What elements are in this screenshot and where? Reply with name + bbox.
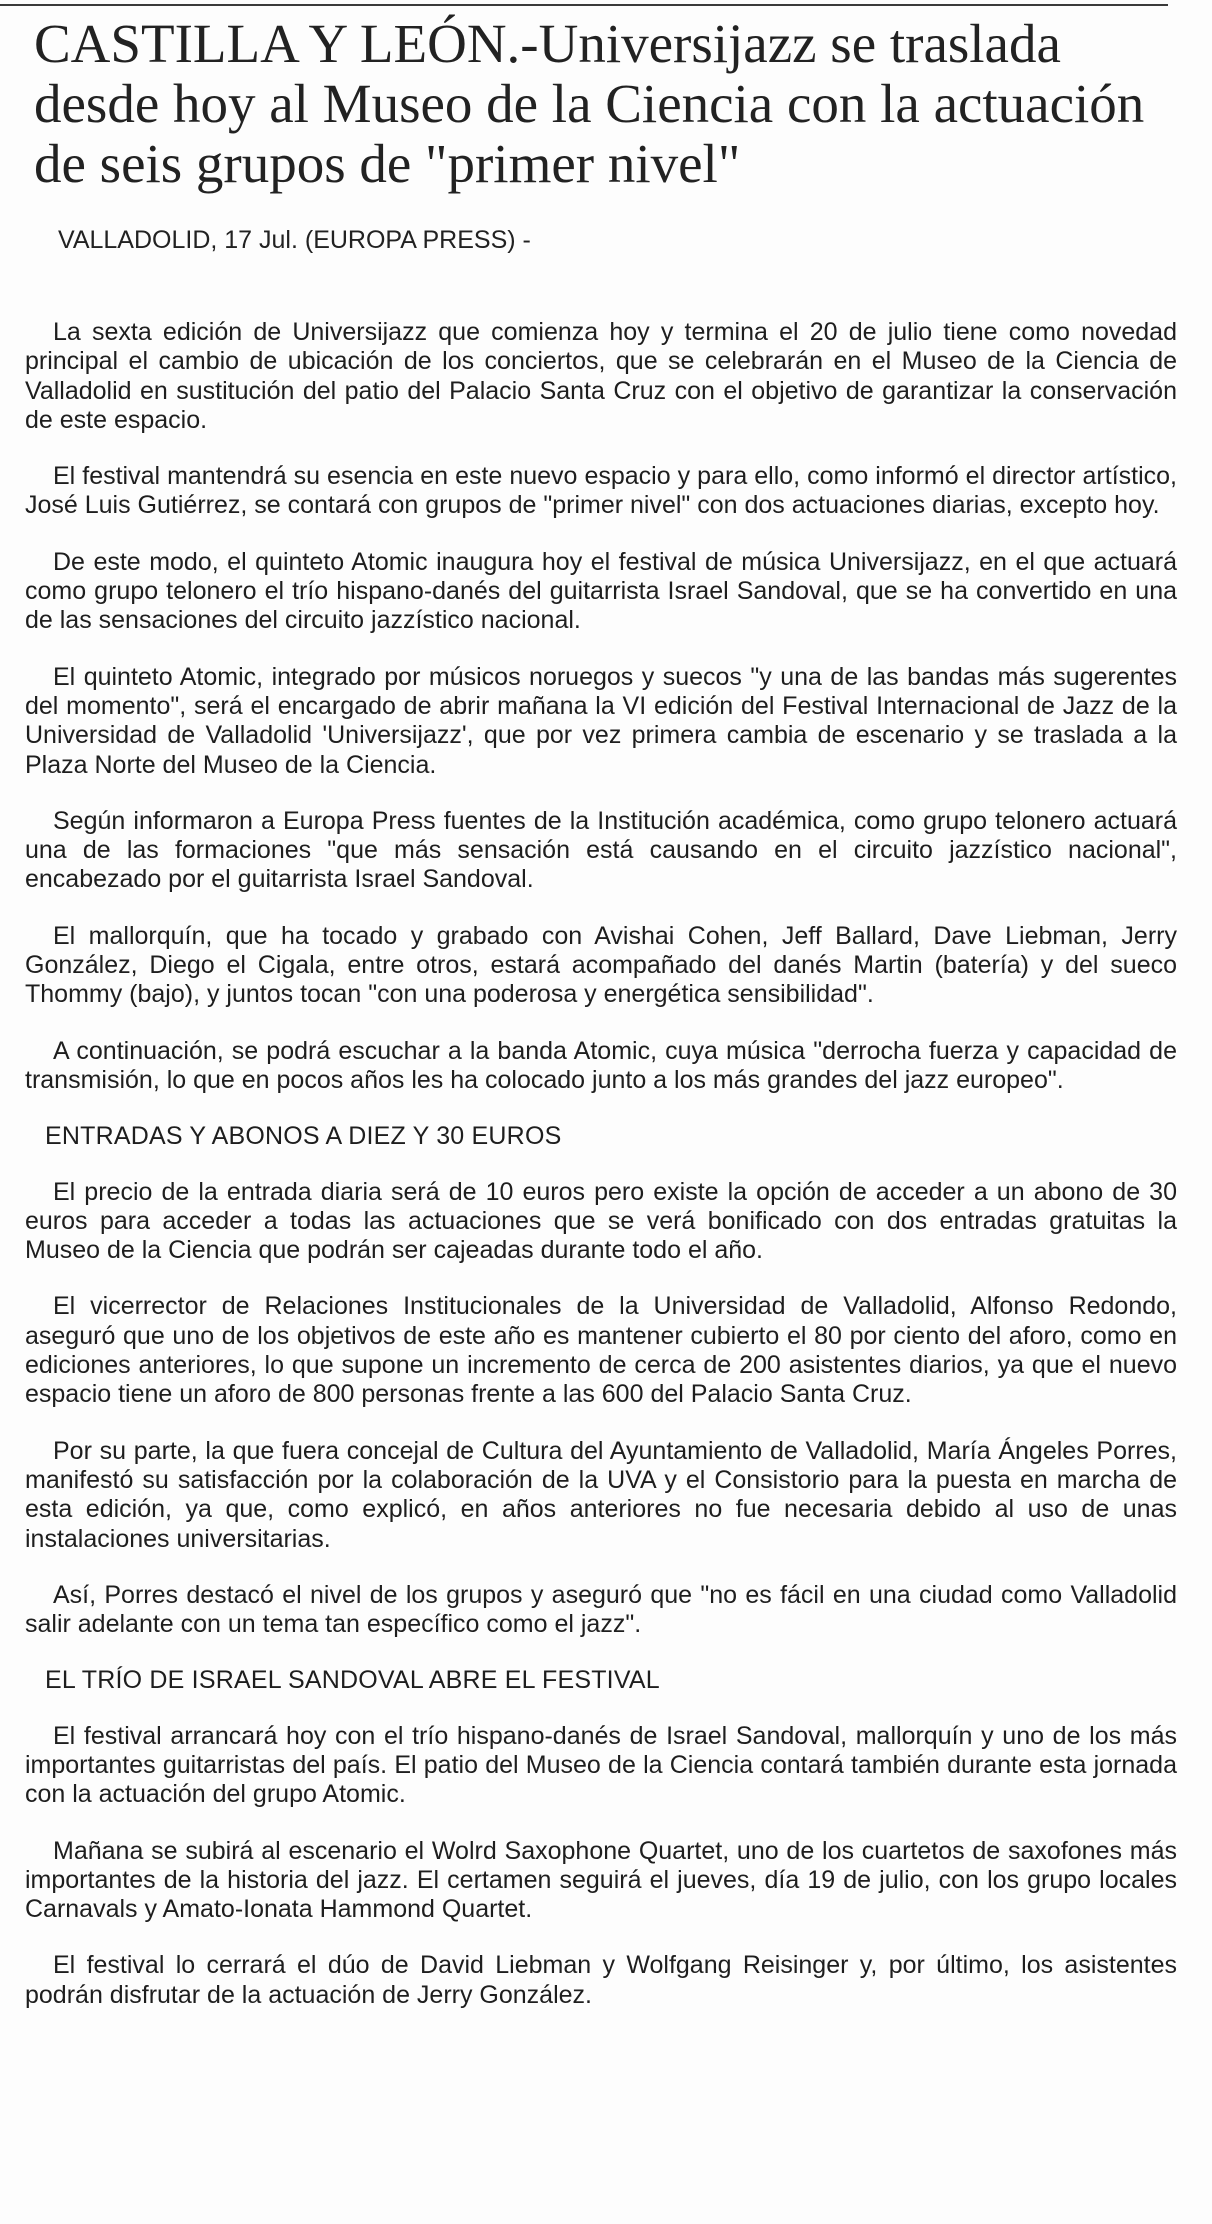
paragraph: El mallorquín, que ha tocado y grabado con Avishai Cohen, Jeff Ballard, Dave Liebman, Jerry González, Diego el Cigala, entre otros, estará acompañado del danés Martin (batería) y del sueco Thommy (bajo), y juntos tocan "con una poderosa y energética sensibilidad". [25,921,1177,1009]
paragraph: El quinteto Atomic, integrado por músicos noruegos y suecos "y una de las bandas más sugerentes del momento", será el encargado de abrir mañana la VI edición del Festival Internacional de Jazz de la Universidad de Valladolid 'Universijazz', que por vez primera cambia de escenario y se traslada a la Plaza Norte del Museo de la Ciencia. [25,662,1177,779]
paragraph: La sexta edición de Universijazz que comienza hoy y termina el 20 de julio tiene como novedad principal el cambio de ubicación de los conciertos, que se celebrarán en el Museo de la Ciencia de Valladolid en sustitución del patio del Palacio Santa Cruz con el objetivo de garantizar la conservación de este espacio. [25,318,1177,434]
dateline: VALLADOLID, 17 Jul. (EUROPA PRESS) - [58,226,531,254]
paragraph: El festival lo cerrará el dúo de David Liebman y Wolfgang Reisinger y, por último, los asistentes podrán disfrutar de la actuación de Jerry González. [25,1951,1177,2009]
paragraph: A continuación, se podrá escuchar a la banda Atomic, cuya música "derrocha fuerza y capacidad de transmisión, lo que en pocos años les ha colocado junto a los más grandes del jazz europeo". [25,1036,1177,1094]
paragraph: Según informaron a Europa Press fuentes de la Institución académica, como grupo telonero actuará una de las formaciones "que más sensación está causando en el circuito jazzístico nacional", encabezado por el guitarrista Israel Sandoval. [25,806,1177,894]
subhead-sandoval: EL TRÍO DE ISRAEL SANDOVAL ABRE EL FESTIVAL [45,1666,660,1695]
article-body [25,318,1177,2037]
paragraph: Por su parte, la que fuera concejal de Cultura del Ayuntamiento de Valladolid, María Ángeles Porres, manifestó su satisfacción por la colaboración de la UVA y el Consistorio para la puesta en marcha de esta edición, ya que, como explicó, en años anteriores no fue necesaria debido al uso de unas instalaciones universitarias. [25,1436,1177,1553]
paragraph: De este modo, el quinteto Atomic inaugura hoy el festival de música Universijazz, en el que actuará como grupo telonero el trío hispano-danés del guitarrista Israel Sandoval, que se ha convertido en una de las sensaciones del circuito jazzístico nacional. [25,547,1177,635]
paragraph: El festival arrancará hoy con el trío hispano-danés de Israel Sandoval, mallorquín y uno de los más importantes guitarristas del país. El patio del Museo de la Ciencia contará también durante esta jornada con la actuación del grupo Atomic. [25,1721,1177,1809]
top-rule [0,4,1168,6]
paragraph: El festival mantendrá su esencia en este nuevo espacio y para ello, como informó el director artístico, José Luis Gutiérrez, se contará con grupos de "primer nivel" con dos actuaciones diarias, excepto hoy. [25,462,1177,520]
subhead-tickets: ENTRADAS Y ABONOS A DIEZ Y 30 EUROS [45,1122,562,1151]
headline: CASTILLA Y LEÓN.-Universijazz se traslada desde hoy al Museo de la Ciencia con la actuación de seis grupos de "primer nivel" [34,13,1145,194]
paragraph: El vicerrector de Relaciones Institucionales de la Universidad de Valladolid, Alfonso Redondo, aseguró que uno de los objetivos de este año es mantener cubierto el 80 por ciento del aforo, como en ediciones anteriores, lo que supone un incremento de cerca de 200 asistentes diarios, ya que el nuevo espacio tiene un aforo de 800 personas frente a las 600 del Palacio Santa Cruz. [25,1292,1177,1409]
paragraph: Así, Porres destacó el nivel de los grupos y aseguró que "no es fácil en una ciudad como Valladolid salir adelante con un tema tan específico como el jazz". [25,1580,1177,1639]
paragraph: El precio de la entrada diaria será de 10 euros pero existe la opción de acceder a un abono de 30 euros para acceder a todas las actuaciones que se verá bonificado con dos entradas gratuitas la Museo de la Ciencia que podrán ser cajeadas durante todo el año. [25,1177,1177,1265]
paragraph: Mañana se subirá al escenario el Wolrd Saxophone Quartet, uno de los cuartetos de saxofones más importantes de la historia del jazz. El certamen seguirá el jueves, día 19 de julio, con los grupo locales Carnavals y Amato-Ionata Hammond Quartet. [25,1836,1177,1924]
